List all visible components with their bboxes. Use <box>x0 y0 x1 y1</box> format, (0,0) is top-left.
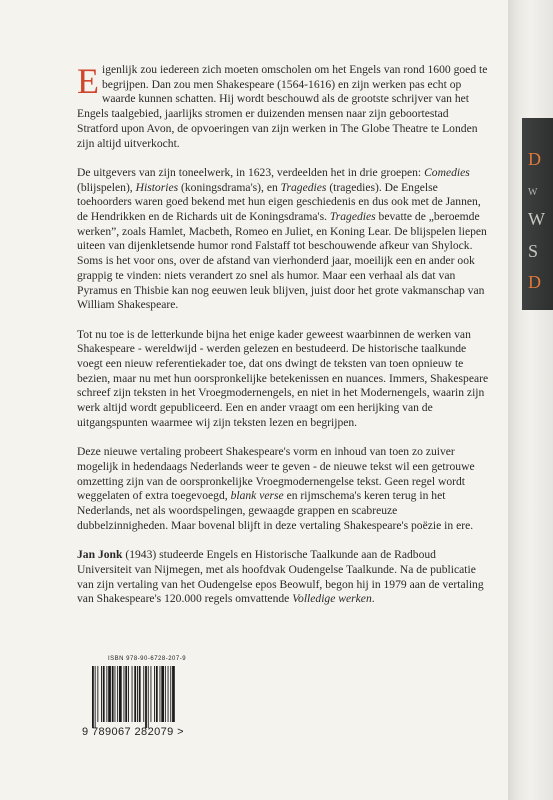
italic-comedies: Comedies <box>424 165 470 179</box>
italic-volledige-werken: Volledige werken <box>292 592 372 606</box>
barcode-bar <box>124 666 125 722</box>
barcode-bar <box>165 666 166 722</box>
text-run: (1943) studeerde Engels en Historische Taalkunde aan de Radboud Universiteit van Nijmegen, met als hoofdvak Oudengelse Taalkunde. Na de publicatie van zijn vertaling van het Oudengelse epos Beowulf, begon hij in 1979 aan de vertaling van Shakespeare's 120.000 regels omvattende <box>77 548 484 606</box>
isbn-digits: 9 789067 282079 > <box>82 726 184 738</box>
spine-letter: W <box>528 209 546 229</box>
barcode-bar <box>137 666 138 722</box>
spine-letter: D <box>528 149 542 169</box>
barcode-bar <box>101 666 102 722</box>
text-run: De uitgevers van zijn toneelwerk, in 1623, verdeelden het in drie groepen: <box>77 165 425 179</box>
text-run: . <box>371 592 375 606</box>
barcode-bar <box>97 666 98 722</box>
barcode-bar <box>168 666 169 722</box>
author-name: Jan Jonk <box>77 548 123 562</box>
italic-blank-verse: blank verse <box>230 489 284 503</box>
text-run: (blijspelen), <box>77 180 136 194</box>
barcode-bar <box>103 666 105 722</box>
barcode-bar <box>117 666 118 722</box>
barcode-bar <box>112 666 114 722</box>
paragraph-intro-text: igenlijk zou iedereen zich moeten omscholen om het Engels van rond 1600 goed te begrijpen. Dan zou men Shakespeare (1564-1616) en zijn werken pas echt op waarde kunnen schatten. Hij wordt beschouwd als de grootste schrijver van het Engels taalgebied, jaarlijks stromen er duizenden mensen naar zijn geboortestad Stratford upon Avon, de opvoeringen van zijn werken in The Globe Theatre te Londen zijn altijd uitverkocht. <box>77 63 488 150</box>
barcode-bar <box>160 666 161 722</box>
text-run: (koningsdrama's), en <box>178 180 281 194</box>
italic-tragedies: Tragedies <box>280 180 327 194</box>
italic-tragedies: Tragedies <box>329 210 376 224</box>
barcode-bar <box>139 666 141 722</box>
barcode-bar <box>145 666 147 728</box>
barcode-bar <box>161 666 164 722</box>
barcode-bar <box>156 666 158 722</box>
paragraph-translation <box>77 445 489 533</box>
barcode <box>92 666 202 728</box>
barcode-bar <box>108 666 111 722</box>
barcode-bar <box>151 666 152 722</box>
barcode-bar <box>132 666 133 722</box>
barcode-bar <box>172 666 175 722</box>
barcode-bar <box>119 666 122 722</box>
drop-cap: E <box>77 61 99 101</box>
spine-letter: D <box>528 272 542 292</box>
spine-edge <box>508 0 553 800</box>
barcode-bar <box>143 666 144 722</box>
barcode-bar <box>170 666 171 722</box>
barcode-bar <box>125 666 127 722</box>
paragraph-author <box>77 548 489 607</box>
barcode-bar <box>95 666 96 728</box>
text-run: Deze nieuwe vertaling probeert Shakespeare's vorm en inhoud van toen zo zuiver mogelijk in hedendaags Nederlands weer te geven - de nieuwe tekst wil een getrouwe omzetting zijn van de oorspronkelijke Vroegmodernengelse tekst. Geen regel wordt weggelaten of extra toegevoegd, <box>77 445 475 503</box>
italic-histories: Histories <box>135 180 179 194</box>
text-run: bevatte de „beroemde werken”, zoals Hamlet, Macbeth, Romeo en Juliet, en Koning Lear. De blijspelen liepen uiteen van dijenkletsende humor rond Falstaff tot beschouwende afkeur van Shylock. Soms is het voor ons, over de afstand van vierhonderd jaar, moeilijk een en ander ook grappig te vinden: niets verandert zo snel als humor. Maar een verhaal als dat van Pyramus en Thisbie kan nog eeuwen leuk blijven, juist door het grote vakmanschap van William Shakespeare. <box>77 210 487 312</box>
text-run: en rijmschema's keren terug in het Nederlands, net als woordspelingen, gewaagde grappen en scabreuze dubbelzinnigheden. Maar bovenal blijft in deze vertaling Shakespeare's poëzie in ere. <box>77 489 474 532</box>
barcode-bar <box>115 666 116 722</box>
isbn-label: ISBN 978-90-6728-207-9 <box>108 656 187 662</box>
paragraph-linguistics: Tot nu toe is de letterkunde bijna het enige kader geweest waarbinnen de werken van Shakespeare - wereldwijd - werden gelezen en bestudeerd. De historische taalkunde voegt een nieuw referentiekader toe, dat ons dwingt de teksten van toen opnieuw te bezien, maar nu met hun oorspronkelijke betekenissen en nuances. Immers, Shakespeare schreef zijn teksten in het Vroegmodernengels, en niet in het Modernengels, waarin zijn werk altijd wordt gepubliceerd. Een en ander vraagt om een herijking van de uitgangspunten waarmee wij zijn teksten lezen en begrijpen. <box>77 327 489 429</box>
paragraph-groups <box>77 166 489 313</box>
barcode-bar <box>134 666 136 722</box>
text-run: (tragedies). De Engelse toehoorders waren goed bekend met hun eigen geschiedenis en dus ook met de Jannen, de Hendrikken en de Richards uit de Koningsdrama's. <box>77 180 481 224</box>
barcode-block <box>82 656 214 740</box>
barcode-bar <box>106 666 107 722</box>
paragraph-intro <box>77 63 489 151</box>
barcode-bar <box>128 666 129 722</box>
spine-letter: W <box>528 187 539 198</box>
barcode-bar <box>148 666 149 728</box>
blurb-text <box>77 63 489 622</box>
barcode-bar <box>92 666 94 728</box>
spine-letter: S <box>528 241 539 261</box>
barcode-bar <box>154 666 155 722</box>
